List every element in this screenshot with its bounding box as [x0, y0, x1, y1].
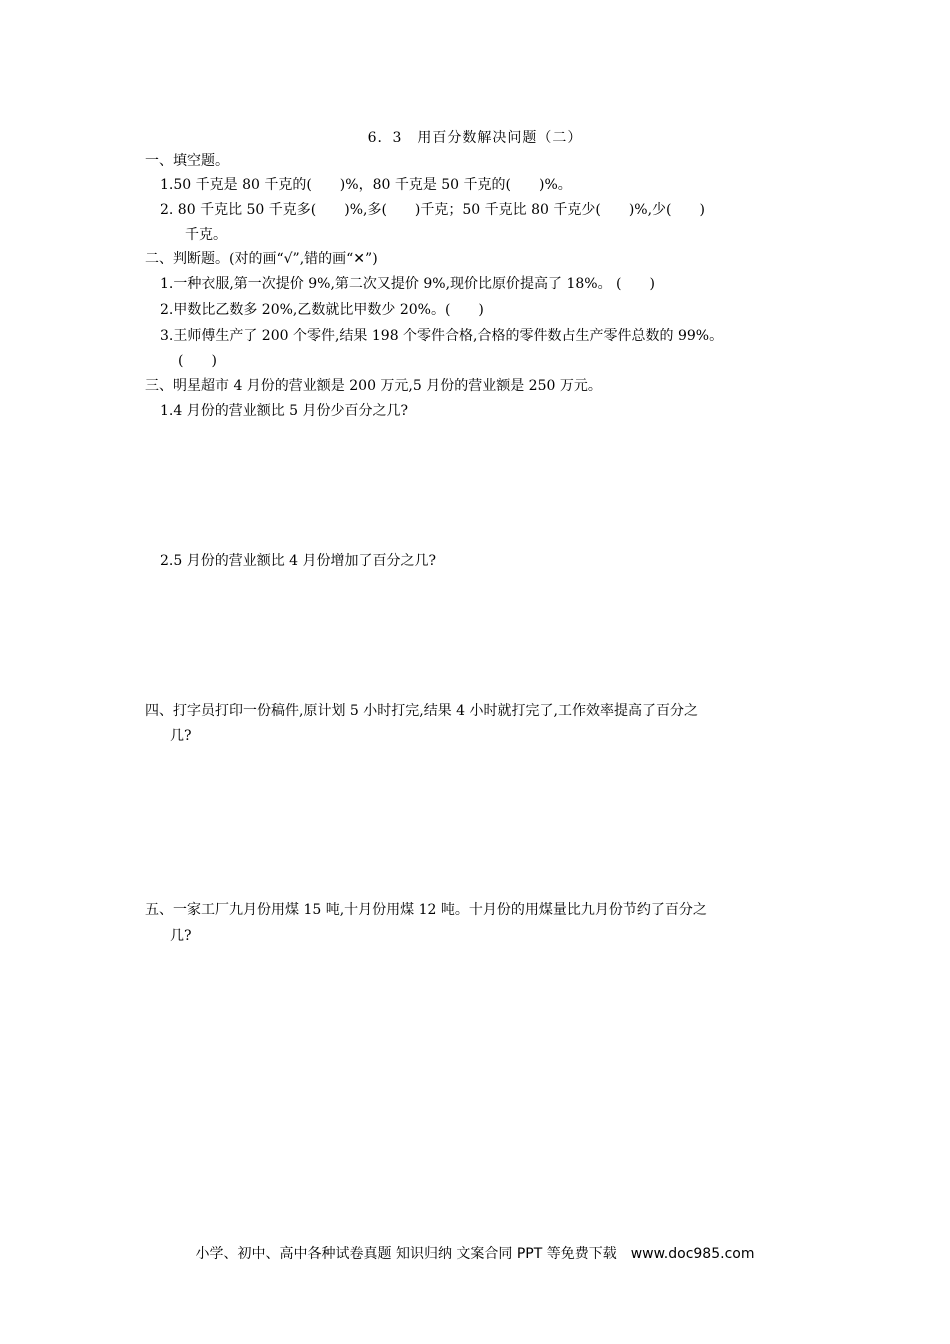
section-4-heading: 四、打字员打印一份稿件,原计划 5 小时打完,结果 4 小时就打完了,工作效率提高了百分之: [145, 703, 698, 719]
section-1-item-1: 1.50 千克是 80 千克的( )%，80 千克是 50 千克的( )%。: [160, 177, 572, 193]
section-3-question-2: 2.5 月份的营业额比 4 月份增加了百分之几?: [160, 553, 437, 569]
section-1-item-2-cont: 千克。: [185, 227, 227, 243]
section-2-heading: 二、判断题。(对的画“√”,错的画“✕”): [145, 251, 378, 267]
section-2-item-3: 3.王师傅生产了 200 个零件,结果 198 个零件合格,合格的零件数占生产零件总数的 99%。: [160, 328, 724, 344]
section-1-heading: 一、填空题。: [145, 153, 229, 169]
section-5-heading-cont: 几?: [170, 928, 192, 944]
page-title: 6．3 用百分数解决问题（二）: [367, 130, 583, 146]
footer-text: 小学、初中、高中各种试卷真题 知识归纳 文案合同 PPT 等免费下载 www.doc985.com: [195, 1246, 755, 1262]
section-2-item-1: 1.一种衣服,第一次提价 9%,第二次又提价 9%,现价比原价提高了 18%。 ( ): [160, 276, 655, 292]
section-1-item-2: 2. 80 千克比 50 千克多( )%,多( )千克；50 千克比 80 千克少( )%,少( ): [160, 202, 705, 218]
section-2-item-2: 2.甲数比乙数多 20%,乙数就比甲数少 20%。( ): [160, 302, 484, 318]
section-3-heading: 三、明星超市 4 月份的营业额是 200 万元,5 月份的营业额是 250 万元。: [145, 378, 602, 394]
section-2-item-3-cont: ( ): [178, 353, 217, 369]
section-4-heading-cont: 几?: [170, 728, 192, 744]
section-3-question-1: 1.4 月份的营业额比 5 月份少百分之几?: [160, 403, 409, 419]
section-5-heading: 五、一家工厂九月份用煤 15 吨,十月份用煤 12 吨。十月份的用煤量比九月份节约了百分之: [145, 902, 707, 918]
